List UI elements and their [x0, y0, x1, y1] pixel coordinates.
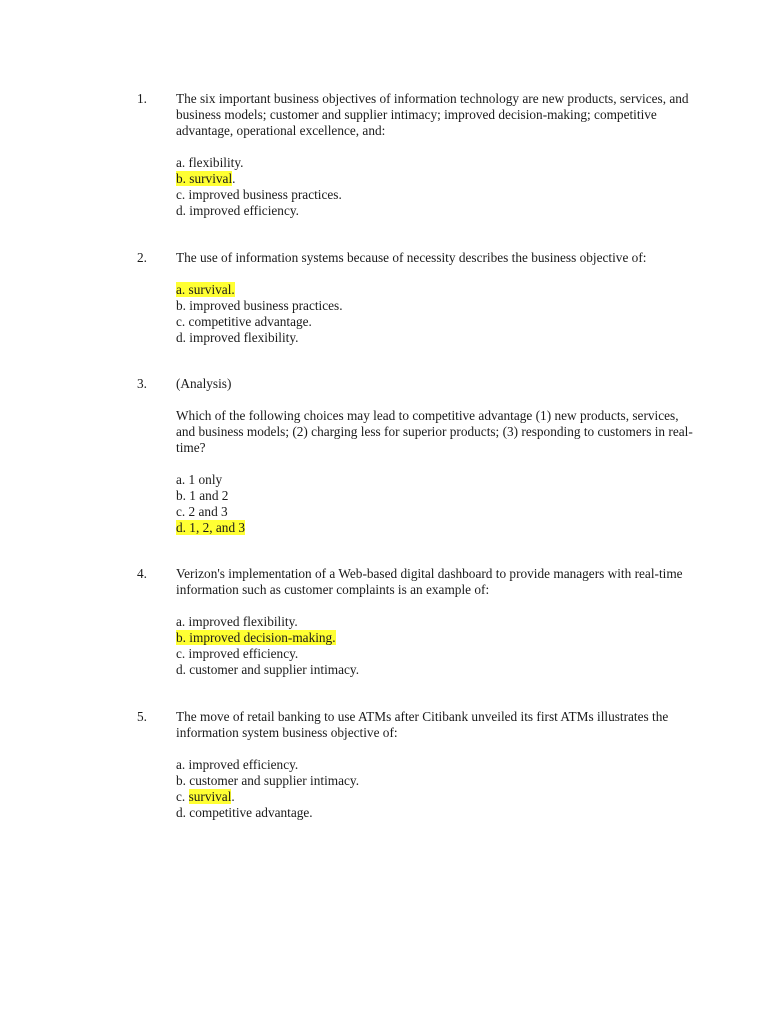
question-5	[137, 709, 697, 821]
answer-option-a: a. flexibility.	[176, 155, 244, 170]
question-number: 2.	[137, 250, 147, 265]
answer-option-d-highlighted	[176, 520, 697, 536]
highlight-mark: b. improved decision-making.	[176, 630, 336, 645]
highlight-mark: d. 1, 2, and 3	[176, 520, 246, 535]
answer-options	[176, 757, 697, 821]
question-3	[137, 376, 697, 536]
question-number: 3.	[137, 376, 147, 391]
answer-option-d: d. improved flexibility.	[176, 330, 299, 345]
answer-option-d: d. competitive advantage.	[176, 805, 313, 820]
question-4	[137, 566, 697, 678]
answer-options	[176, 155, 697, 219]
question-2	[137, 250, 697, 346]
answer-option-d: d. improved efficiency.	[176, 203, 299, 218]
answer-option-c: c. improved business practices.	[176, 187, 342, 202]
answer-option-b: b. improved business practices.	[176, 298, 343, 313]
answer-option-a: a. 1 only	[176, 472, 223, 487]
answer-option-a-highlighted	[176, 282, 697, 298]
question-1	[137, 91, 697, 219]
answer-options	[176, 472, 697, 536]
answer-options	[176, 282, 697, 346]
answer-option-c-highlighted: c. survival.	[176, 789, 235, 804]
answer-option-a: a. improved flexibility.	[176, 614, 298, 629]
question-text: The six important business objectives of information technology are new products, services, and business models; customer and supplier intimacy; improved decision-making; competitive advantage, operational excellence, and:	[176, 91, 689, 138]
highlight-mark: b. survival	[176, 171, 233, 186]
answer-option-a: a. improved efficiency.	[176, 757, 299, 772]
answer-option-b-highlighted: b. survival.	[176, 171, 236, 186]
question-number: 5.	[137, 709, 147, 724]
answer-option-c: c. 2 and 3	[176, 504, 228, 519]
answer-options	[176, 614, 697, 678]
answer-option-b: b. customer and supplier intimacy.	[176, 773, 360, 788]
highlight-mark: survival	[188, 789, 232, 804]
answer-option-c: c. improved efficiency.	[176, 646, 299, 661]
answer-option-c: c. competitive advantage.	[176, 314, 312, 329]
question-text: Verizon's implementation of a Web-based digital dashboard to provide managers with real-time information such as customer complaints is an example of:	[176, 566, 683, 597]
answer-option-d: d. customer and supplier intimacy.	[176, 662, 360, 677]
question-number: 4.	[137, 566, 147, 581]
question-label: (Analysis)	[176, 376, 232, 391]
answer-option-b: b. 1 and 2	[176, 488, 229, 503]
question-text: The move of retail banking to use ATMs after Citibank unveiled its first ATMs illustrates the information system business objective of:	[176, 709, 669, 740]
answer-option-b-highlighted	[176, 630, 697, 646]
highlight-mark: a. survival.	[176, 282, 235, 297]
question-text: Which of the following choices may lead to competitive advantage (1) new products, services, and business models; (2) charging less for superior products; (3) responding to customers in real-time?	[176, 408, 693, 455]
question-text: The use of information systems because of necessity describes the business objective of:	[176, 250, 647, 265]
question-number: 1.	[137, 91, 147, 106]
